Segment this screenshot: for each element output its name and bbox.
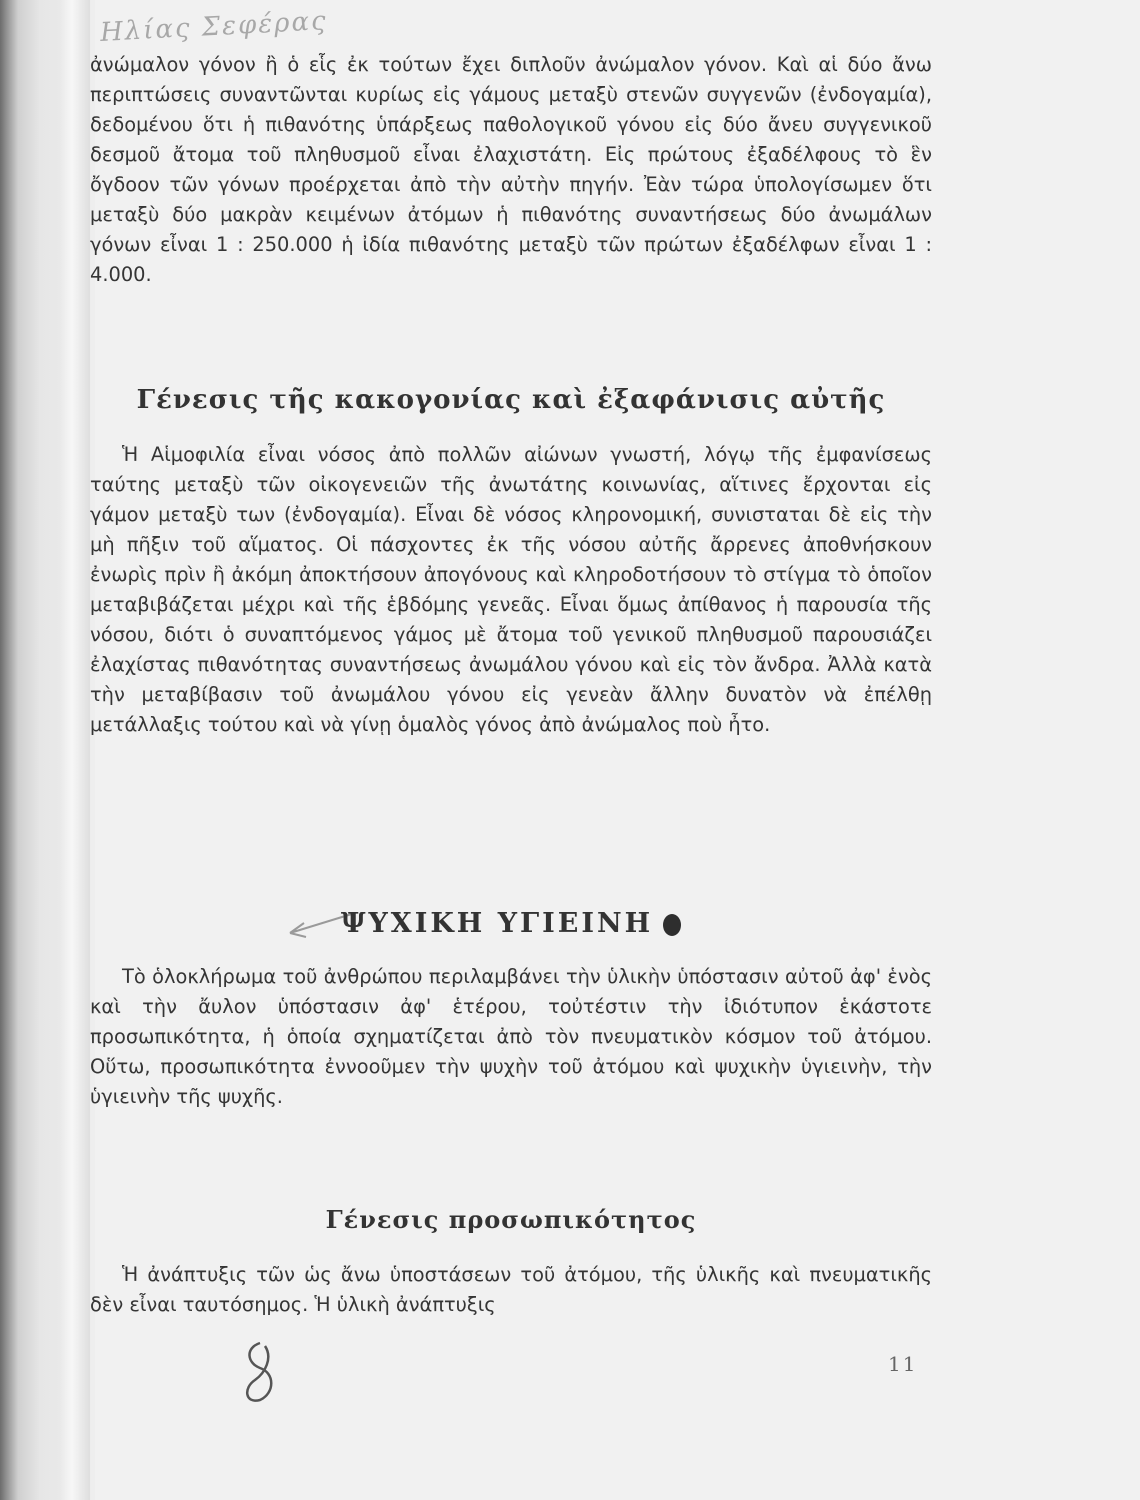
page-fold-highlight [60,0,90,1500]
section-heading-personality-genesis: Γένεσις προσωπικότητος [325,1205,697,1234]
paragraph-gene-probability [90,50,932,290]
paragraph-development [90,1260,932,1320]
handwritten-owner-name: Ηλίας Σεφέρας [99,6,329,48]
heading-text: ΨΥΧΙΚΗ ΥΓΙΕΙΝΗ [340,908,654,939]
ink-blot-mark [663,914,681,936]
section-heading-mental-hygiene [90,908,932,939]
paragraph-text: Ἡ ἀνάπτυξις τῶν ὡς ἄνω ὑποστάσεων τοῦ ἀτόμου, τῆς ὑλικῆς καὶ πνευματικῆς δὲν εἶναι ταυτόσημος. Ἡ ὑλικὴ ἀνάπτυξις [90,1263,932,1316]
paragraph-text: Ἡ Αἱμοφιλία εἶναι νόσος ἀπὸ πολλῶν αἰώνων γνωστή, λόγῳ τῆς ἐμφανίσεως ταύτης μεταξὺ τῶν οἰκογενειῶν τῆς ἀνωτάτης κοινωνίας, αἵτινες ἔρχονται εἰς γάμον μεταξὺ των (ἐνδογαμία). Εἶναι δὲ νόσος κληρονομική, συνισταται δὲ εἰς τὴν μὴ πῆξιν τοῦ αἵματος. Οἱ πάσχοντες ἐκ τῆς νόσου αὐτῆς ἄρρενες ἀποθνήσκουν ἐνωρὶς πρὶν ἢ ἀκόμη ἀποκτήσουν ἀπογόνους καὶ κληροδοτήσουν τὸ στίγμα τὸ ὁποῖον μεταβιβάζεται μέχρι καὶ τῆς ἑβδόμης γενεᾶς. Εἶναι ὅμως ἀπίθανος ἡ παρουσία τῆς νόσου, διότι ὁ συναπτόμενος γάμος μὲ ἄτομα τοῦ γενικοῦ πληθυσμοῦ παρουσιάζει ἐλαχίστας πιθανότητας συναντήσεως ἀνωμάλου γόνου καὶ εἰς τὸν ἄνδρα. Ἀλλὰ κατὰ τὴν μεταβίβασιν τοῦ ἀνωμάλου γόνου εἰς γενεὰν ἄλλην δυνατὸν νὰ ἐπέλθῃ μετάλλαξις τούτου καὶ νὰ γίνῃ ὁμαλὸς γόνος ἀπὸ ἀνώμαλος ποὺ ἦτο. [90,443,932,736]
pencil-scribble-mark [235,1338,285,1408]
paragraph-personality [90,962,932,1112]
paragraph-text: ἀνώμαλον γόνον ἢ ὁ εἷς ἐκ τούτων ἔχει διπλοῦν ἀνώμαλον γόνον. Καὶ αἱ δύο ἄνω περιπτώσεις συναντῶνται κυρίως εἰς γάμους μεταξὺ στενῶν συγγενῶν (ἐνδογαμία), δεδομένου ὅτι ἡ πιθανότης ὑπάρξεως παθολογικοῦ γόνου εἰς δύο ἄνευ συγγενικοῦ δεσμοῦ ἄτομα τοῦ πληθυσμοῦ εἶναι ἐλαχιστάτη. Εἰς πρώτους ἐξαδέλφους τὸ ἓν ὄγδοον τῶν γόνων προέρχεται ἀπὸ τὴν αὐτὴν πηγήν. Ἐὰν τώρα ὑπολογίσωμεν ὅτι μεταξὺ δύο μακρὰν κειμένων ἀτόμων ἡ πιθανότης συναντήσεως δύο ἀνωμάλων γόνων εἶναι 1 : 250.000 ἡ ἰδία πιθανότης μεταξὺ τῶν πρώτων ἐξαδέλφων εἶναι 1 : 4.000. [90,53,932,286]
page-number: 11 [888,1352,918,1376]
paragraph-text: Τὸ ὁλοκλήρωμα τοῦ ἀνθρώπου περιλαμβάνει τὴν ὑλικὴν ὑπόστασιν αὐτοῦ ἀφ' ἑνὸς καὶ τὴν ἄυλον ὑπόστασιν ἀφ' ἑτέρου, τοὐτέστιν τὴν ἰδιότυπον ἑκάστοτε προσωπικότητα, ἡ ὁποία σχηματίζεται ἀπὸ τὸν πνευματικὸν κόσμον τοῦ ἀτόμου. Οὕτω, προσωπικότητα ἐννοοῦμεν τὴν ψυχὴν τοῦ ἀτόμου καὶ ψυχικὴν ὑγιεινὴν, τὴν ὑγιεινὴν τῆς ψυχῆς. [90,965,932,1108]
section-heading-cacogeny: Γένεσις τῆς κακογονίας καὶ ἐξαφάνισις αὐτῆς [136,385,886,415]
paragraph-hemophilia [90,440,932,740]
